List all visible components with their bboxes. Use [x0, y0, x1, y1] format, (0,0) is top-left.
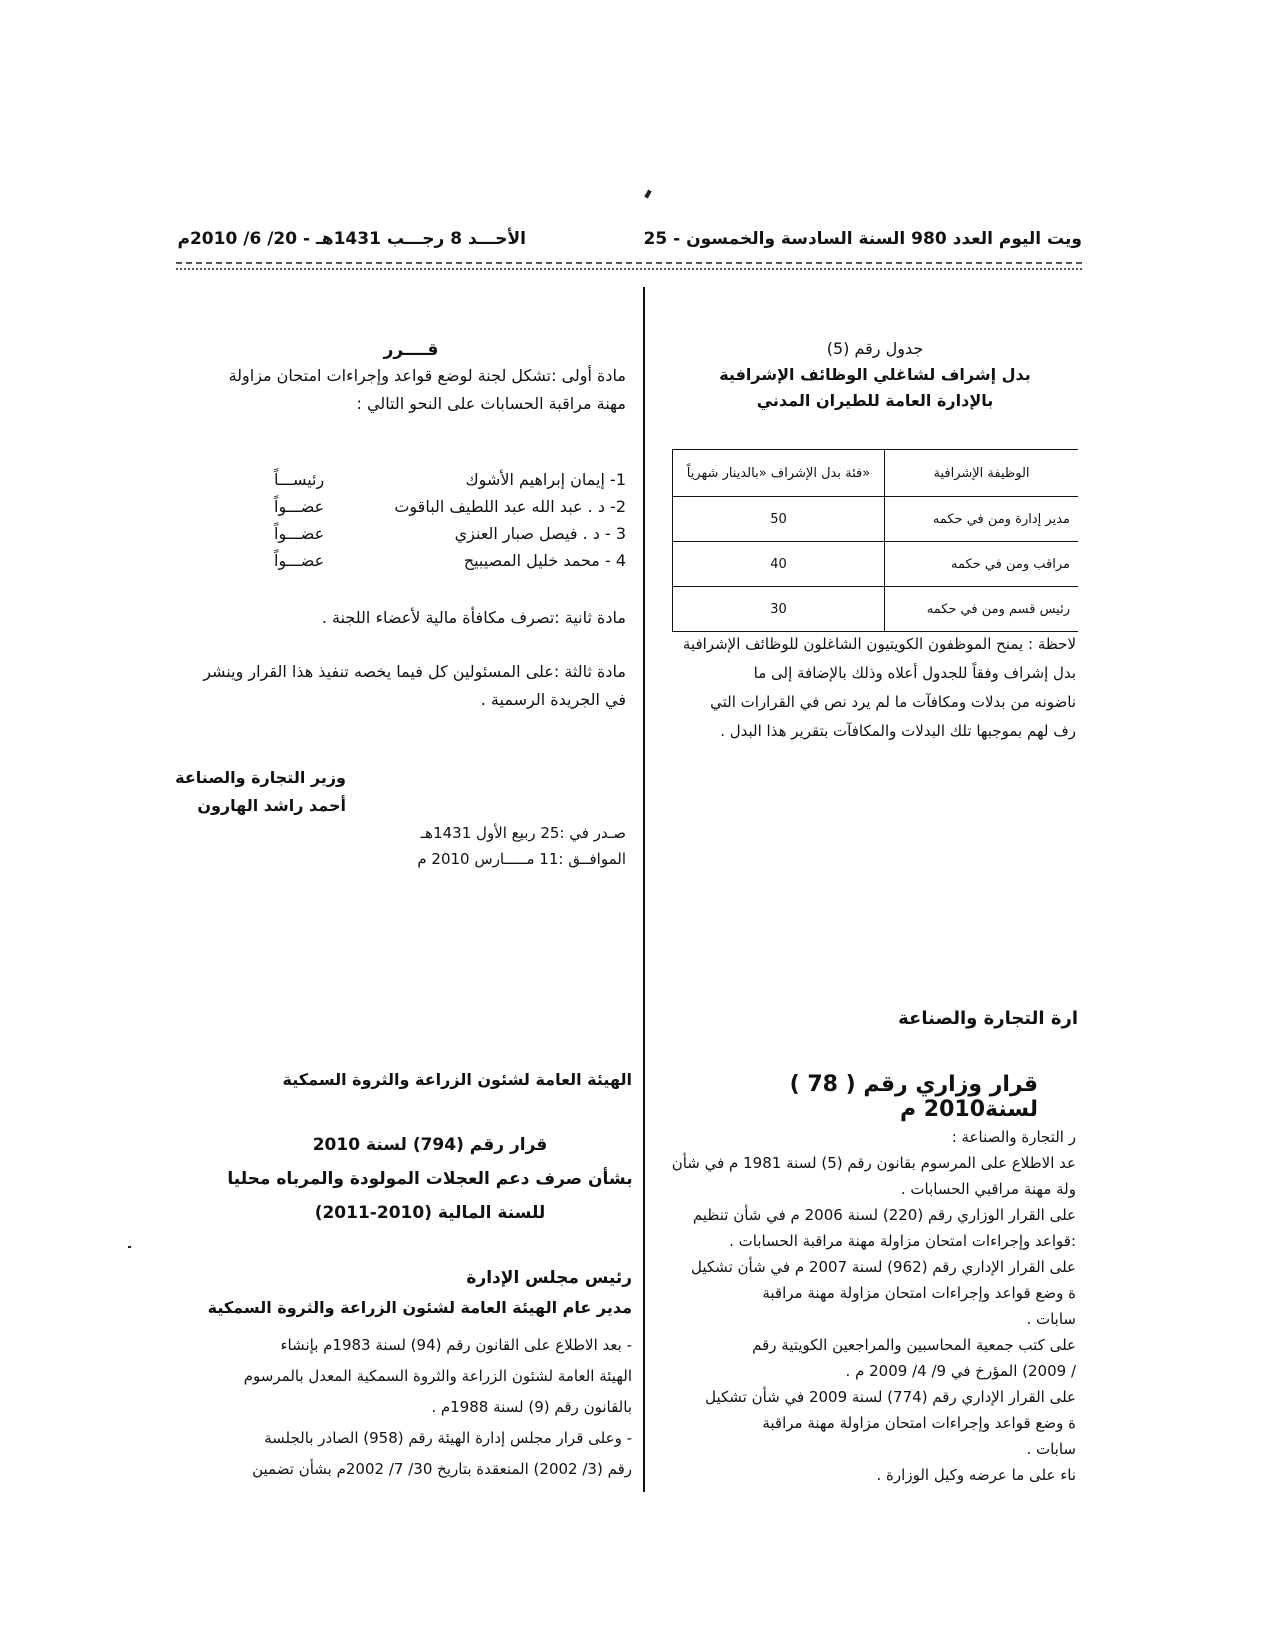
ministry-line: / 2009) المؤرخ في 9/ 4/ 2009 م .: [845, 1362, 1076, 1380]
note-line: رف لهم بموجبها تلك البدلات والمكافآت بتقرير هذا البدل .: [720, 722, 1076, 740]
col-amount: فئة بدل الإشراف «بالدينار شهرياً»: [673, 450, 885, 497]
agri-title-2: بشأن صرف دعم العجلات المولودة والمرباه محليا: [227, 1169, 633, 1189]
table-title-2: بالإدارة العامة للطيران المدني: [756, 391, 994, 410]
signer-name: أحمد راشد الهارون: [197, 796, 346, 815]
note-line: بدل إشراف وفقاً للجدول أعلاه وذلك بالإضافة إلى ما: [753, 664, 1076, 682]
agriculture-decision-title: [220, 1128, 640, 1230]
table-note: [662, 630, 1076, 746]
member-role: عضـــواً: [274, 497, 325, 516]
scan-speck: [644, 190, 651, 199]
member-role: عضـــواً: [274, 551, 325, 570]
general-director: مدير عام الهيئة العامة لشئون الزراعة والثروة السمكية: [207, 1298, 632, 1317]
ministry-line: ناء على ما عرضه وكيل الوزارة .: [876, 1466, 1076, 1484]
corresponding-date: الموافــق :11 مـــــارس 2010 م: [417, 850, 626, 868]
table-header-row: [673, 450, 1079, 497]
article-3-line: مادة ثالثة :على المسئولين كل فيما يخصه تنفيذ هذا القرار وينشر: [203, 662, 626, 681]
row-amount: 50: [673, 497, 885, 542]
agri-line: - بعد الاطلاع على القانون رقم (94) لسنة 1983م بإنشاء: [280, 1336, 632, 1354]
decision-title: قــــرر: [383, 340, 439, 360]
signature-block: [175, 764, 346, 820]
col-job: الوظيفة الإشرافية: [885, 450, 1079, 497]
agri-title-1: قرار رقم (794) لسنة 2010: [312, 1135, 548, 1155]
signer-title: وزير التجارة والصناعة: [175, 768, 346, 787]
table-title-1: بدل إشراف لشاغلي الوظائف الإشرافية: [719, 365, 1031, 384]
agri-line: رقم (3/ 2002) المنعقدة بتاريخ 30/ 7/ 2002م بشأن تضمين: [252, 1460, 632, 1478]
member-role: رئيســـاً: [274, 470, 325, 489]
row-amount: 30: [673, 587, 885, 632]
agri-line: - وعلى قرار مجلس إدارة الهيئة رقم (958) الصادر بالجلسة: [264, 1429, 632, 1447]
row-job: مراقب ومن في حكمه: [885, 542, 1079, 587]
header-date: الأحـــد 8 رجـــب 1431هـ - 20/ 6/ 2010م: [177, 229, 526, 249]
ministry-line: ولة مهنة مراقبي الحسابات .: [900, 1180, 1076, 1198]
member-row: [196, 520, 626, 547]
agri-line: بالقانون رقم (9) لسنة 1988م .: [431, 1398, 632, 1416]
table-row: [673, 587, 1079, 632]
member-row: [196, 493, 626, 520]
note-line: ناضونه من بدلات ومكافآت ما لم يرد نص في القرارات التي: [710, 693, 1076, 711]
ministry-line: ة وضع قواعد وإجراءات امتحان مزاولة مهنة مراقبة: [762, 1284, 1076, 1302]
member-role: عضـــواً: [274, 524, 325, 543]
ministry-line: سابات .: [1026, 1310, 1076, 1328]
ministry-line: سابات .: [1026, 1440, 1076, 1458]
header-divider-2: [176, 268, 1082, 270]
ministry-line: على القرار الإداري رقم (774) لسنة 2009 في شأن تشكيل: [705, 1388, 1076, 1406]
article-3: [196, 658, 626, 714]
committee-members: [196, 466, 626, 574]
member-name: 2- د . عبد الله عبد اللطيف الباقوت: [394, 497, 626, 516]
table-row: [673, 497, 1079, 542]
agri-title-3: للسنة المالية (2010-2011): [314, 1203, 546, 1223]
header-issue: ويت اليوم العدد 980 السنة السادسة والخمسون - 25: [643, 229, 1082, 249]
member-row: [196, 466, 626, 493]
board-chair: رئيس مجلس الإدارة: [466, 1268, 632, 1288]
issue-dates: [380, 820, 626, 872]
member-name: 4 - محمد خليل المصيبيح: [463, 551, 626, 570]
agriculture-heading: الهيئة العامة لشئون الزراعة والثروة السمكية: [282, 1070, 632, 1089]
ministry-line: على كتب جمعية المحاسبين والمراجعين الكويتية رقم: [752, 1336, 1076, 1354]
row-job: رئيس قسم ومن في حكمه: [885, 587, 1079, 632]
allowance-table: [672, 449, 1078, 632]
ministry-decision-title: قرار وزاري رقم ( 78 ) لسنة2010 م: [789, 1072, 1038, 1122]
column-divider: [643, 287, 645, 1492]
member-name: 1- إيمان إبراهيم الأشوك: [465, 470, 626, 489]
article-2: مادة ثانية :تصرف مكافأة مالية لأعضاء اللجنة .: [321, 608, 626, 627]
header-divider: [176, 262, 1082, 264]
ministry-line: :قواعد وإجراءات امتحان مزاولة مهنة مراقبة الحسابات .: [729, 1232, 1076, 1250]
ministry-line: ة وضع قواعد وإجراءات امتحان مزاولة مهنة مراقبة: [762, 1414, 1076, 1432]
article-1-line: مادة أولى :تشكل لجنة لوضع قواعد وإجراءات امتحان مزاولة: [228, 366, 626, 385]
member-row: [196, 547, 626, 574]
ministry-line: على القرار الإداري رقم (962) لسنة 2007 م في شأن تشكيل: [691, 1258, 1076, 1276]
issued-date: صـدر في :25 ربيع الأول 1431هـ: [420, 824, 626, 842]
member-name: 3 - د . فيصل صبار العنزي: [454, 524, 626, 543]
row-amount: 40: [673, 542, 885, 587]
agri-line: الهيئة العامة لشئون الزراعة والثروة السمكية المعدل بالمرسوم: [243, 1367, 632, 1385]
agriculture-body: [196, 1330, 632, 1485]
ministry-line: على القرار الوزاري رقم (220) لسنة 2006 م في شأن تنظيم: [692, 1206, 1076, 1224]
article-3-line: في الجريدة الرسمية .: [480, 690, 626, 709]
ministry-heading: ارة التجارة والصناعة: [898, 1008, 1078, 1029]
article-1-line: مهنة مراقبة الحسابات على النحو التالي :: [356, 394, 626, 413]
ministry-line: ر التجارة والصناعة :: [951, 1128, 1076, 1146]
table-row: [673, 542, 1079, 587]
article-1: [196, 362, 626, 418]
row-job: مدير إدارة ومن في حكمه: [885, 497, 1079, 542]
ministry-body: [660, 1124, 1076, 1488]
table-section: [670, 336, 1080, 414]
scan-speck: [128, 1246, 131, 1248]
table-caption: جدول رقم (5): [826, 339, 924, 358]
note-line: لاحظة : يمنح الموظفون الكويتيون الشاغلون للوظائف الإشرافية: [682, 635, 1076, 653]
ministry-line: عد الاطلاع على المرسوم بقانون رقم (5) لسنة 1981 م في شأن: [671, 1154, 1076, 1172]
